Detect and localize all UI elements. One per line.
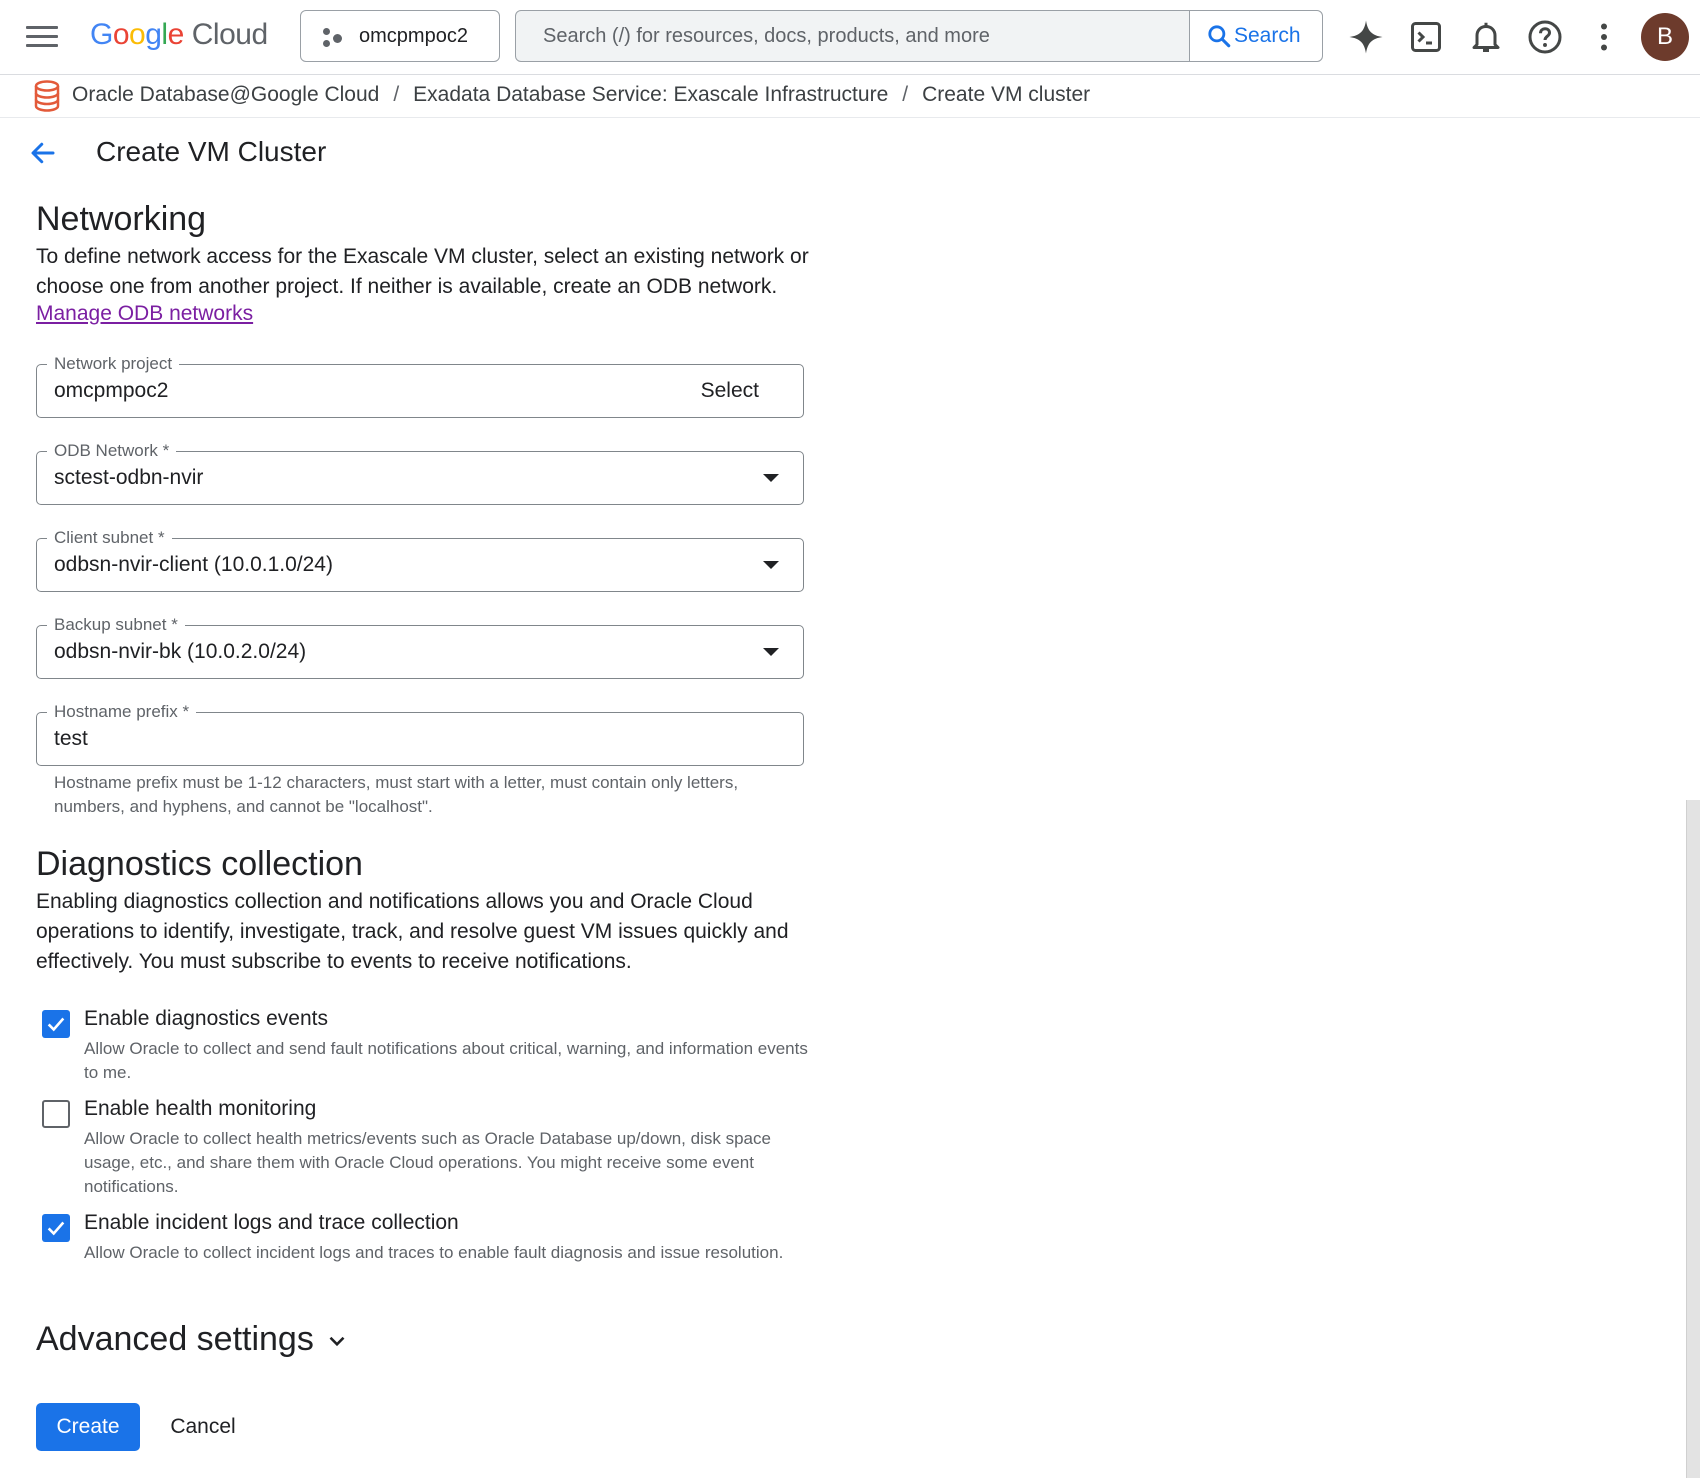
google-cloud-logo[interactable]: Google Cloud bbox=[90, 18, 268, 51]
network-project-field[interactable] bbox=[36, 354, 804, 418]
advanced-settings-title: Advanced settings bbox=[36, 1320, 314, 1358]
diagnostics-events-title: Enable diagnostics events bbox=[84, 1007, 328, 1030]
top-bar bbox=[0, 0, 1700, 75]
checkmark-icon bbox=[45, 1013, 67, 1035]
breadcrumb-item-oracle-database[interactable]: Oracle Database@Google Cloud bbox=[72, 83, 380, 106]
breadcrumb-separator: / bbox=[902, 83, 909, 106]
project-picker[interactable] bbox=[300, 10, 500, 62]
scrollbar[interactable] bbox=[1686, 800, 1700, 1478]
odb-network-value: sctest-odbn-nvir bbox=[54, 466, 204, 489]
breadcrumb-item-exadata-exascale[interactable]: Exadata Database Service: Exascale Infrastructure bbox=[413, 83, 889, 106]
search-placeholder: Search (/) for resources, docs, products, and more bbox=[543, 25, 990, 47]
network-project-label: Network project bbox=[47, 354, 179, 374]
health-monitoring-title: Enable health monitoring bbox=[84, 1097, 317, 1120]
dropdown-caret-icon bbox=[763, 474, 779, 482]
diagnostics-heading: Diagnostics collection bbox=[36, 845, 363, 883]
client-subnet-select[interactable] bbox=[36, 528, 804, 592]
cancel-button[interactable]: Cancel bbox=[170, 1415, 236, 1438]
network-project-select-button[interactable]: Select bbox=[700, 379, 759, 402]
hostname-prefix-label: Hostname prefix * bbox=[47, 702, 196, 722]
search-icon bbox=[1206, 23, 1232, 49]
client-subnet-label: Client subnet * bbox=[47, 528, 172, 548]
health-monitoring-checkbox[interactable] bbox=[42, 1100, 70, 1128]
odb-network-label: ODB Network * bbox=[47, 441, 176, 461]
hostname-prefix-field[interactable] bbox=[36, 702, 804, 766]
breadcrumb-separator: / bbox=[393, 83, 400, 106]
dropdown-caret-icon bbox=[763, 561, 779, 569]
diagnostics-events-checkbox[interactable] bbox=[42, 1010, 70, 1038]
health-monitoring-desc: Allow Oracle to collect health metrics/events such as Oracle Database up/down, disk space usage, etc., and share them with Oracle Cloud operations. You might receive some event notifications. bbox=[84, 1129, 771, 1196]
project-name: omcpmpoc2 bbox=[359, 25, 468, 47]
page-title: Create VM Cluster bbox=[96, 136, 327, 167]
back-arrow-icon[interactable] bbox=[28, 138, 58, 168]
networking-description: To define network access for the Exascale VM cluster, select an existing network or choose one from another project. If neither is available, create an ODB network. bbox=[36, 245, 809, 298]
breadcrumb-item-create-vm-cluster: Create VM cluster bbox=[922, 83, 1091, 106]
bell-icon[interactable] bbox=[1468, 19, 1504, 55]
search-button[interactable]: Search bbox=[1189, 11, 1322, 61]
networking-heading: Networking bbox=[36, 200, 207, 238]
dropdown-caret-icon bbox=[763, 648, 779, 656]
diagnostics-description: Enabling diagnostics collection and notifications allows you and Oracle Cloud operations to identify, investigate, track, and resolve guest VM issues quickly and effectively. You must subscribe to events to receive notifications. bbox=[36, 890, 789, 973]
avatar[interactable]: B bbox=[1641, 13, 1689, 61]
terminal-icon[interactable] bbox=[1408, 19, 1444, 55]
menu-icon[interactable] bbox=[26, 22, 58, 52]
incident-logs-title: Enable incident logs and trace collection bbox=[84, 1211, 459, 1234]
incident-logs-checkbox[interactable] bbox=[42, 1214, 70, 1242]
network-project-value: omcpmpoc2 bbox=[54, 379, 169, 402]
create-button[interactable]: Create bbox=[36, 1403, 140, 1451]
advanced-settings-toggle[interactable] bbox=[36, 1320, 350, 1359]
hostname-prefix-value: test bbox=[54, 727, 88, 750]
more-vert-icon[interactable] bbox=[1586, 19, 1622, 55]
client-subnet-value: odbsn-nvir-client (10.0.1.0/24) bbox=[54, 553, 333, 576]
project-icon bbox=[321, 28, 343, 48]
breadcrumb bbox=[0, 75, 1700, 118]
backup-subnet-label: Backup subnet * bbox=[47, 615, 185, 635]
backup-subnet-select[interactable] bbox=[36, 615, 804, 679]
manage-odb-networks-link[interactable]: Manage ODB networks bbox=[36, 302, 254, 325]
checkmark-icon bbox=[45, 1217, 67, 1239]
diagnostics-events-desc: Allow Oracle to collect and send fault notifications about critical, warning, and information events to me. bbox=[84, 1039, 808, 1082]
help-icon[interactable] bbox=[1527, 19, 1563, 55]
incident-logs-desc: Allow Oracle to collect incident logs and traces to enable fault diagnosis and issue resolution. bbox=[84, 1243, 784, 1262]
gemini-icon[interactable] bbox=[1348, 19, 1384, 55]
database-icon bbox=[34, 80, 60, 112]
backup-subnet-value: odbsn-nvir-bk (10.0.2.0/24) bbox=[54, 640, 307, 663]
chevron-down-icon bbox=[324, 1328, 350, 1354]
odb-network-select[interactable] bbox=[36, 441, 804, 505]
hostname-prefix-helper: Hostname prefix must be 1-12 characters, must start with a letter, must contain only letters, numbers, and hyphens, and cannot be "localhost". bbox=[54, 773, 739, 816]
search-input[interactable] bbox=[515, 10, 1323, 62]
